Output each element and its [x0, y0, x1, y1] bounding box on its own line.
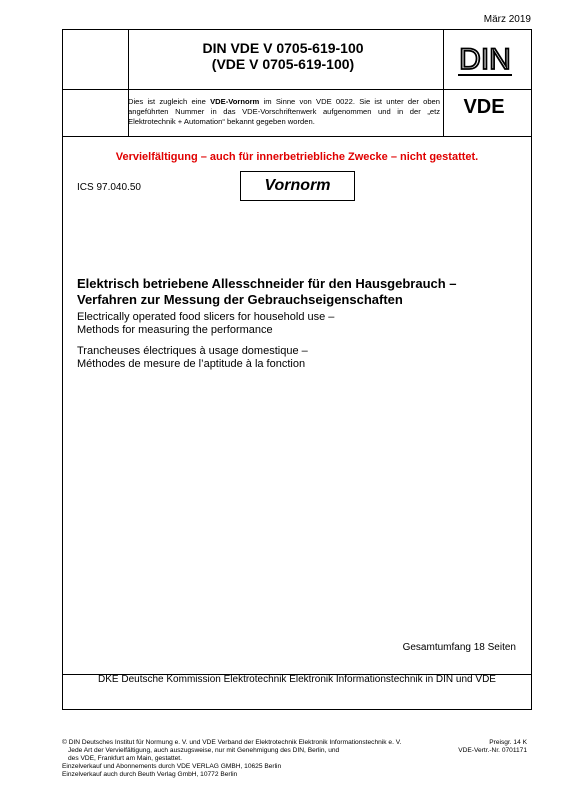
vde-number: (VDE V 0705-619-100) — [211, 56, 355, 72]
din-logo — [455, 38, 515, 78]
french-title-line: Méthodes de mesure de l’aptitude à la fonction — [77, 358, 306, 370]
copy-warning: Vervielfältigung – auch für innerbetriebliche Zwecke – nicht gestattet. — [115, 151, 479, 163]
footer-line: © DIN Deutsches Institut für Normung e. V. und VDE Verband der Elektrotechnik Elektronik Informationstechnik e. V. — [62, 739, 402, 746]
german-title-line: Elektrisch betriebene Allesschneider für den Hausgebrauch – — [77, 276, 457, 291]
document-number: DIN VDE V 0705-619-100 — [202, 40, 364, 56]
total-pages: Gesamtumfang 18 Seiten — [402, 642, 516, 653]
price-info — [440, 739, 527, 755]
vde-logo-text: VDE — [463, 96, 505, 116]
footer-line: Einzelverkauf auch durch Beuth Verlag GmbH, 10772 Berlin — [62, 771, 238, 779]
vde-note — [128, 97, 440, 127]
english-title-line: Electrically operated food slicers for household use – — [77, 311, 335, 323]
footer-line: Jede Art der Vervielfältigung, auch auszugsweise, nur mit Genehmigung des DIN, Berlin, und — [68, 747, 340, 755]
german-title — [77, 276, 517, 308]
note-bold: VDE-Vornorm — [210, 97, 260, 106]
divider — [443, 30, 444, 136]
note-text-2: im Sinne von VDE 0022. Sie ist unter der oben angeführten Nummer in das VDE-Vorschriftenwerk aufgenommen und in der „etz Elektrotechnik + Automation“ bekannt gegeben worden. — [128, 97, 441, 126]
status-badge: Vornorm — [240, 171, 355, 201]
vde-logo — [448, 96, 520, 116]
publication-date: März 2019 — [483, 14, 531, 25]
ics-code: ICS 97.040.50 — [77, 182, 141, 193]
din-logo-text: DIN — [459, 43, 511, 76]
copyright-footer — [62, 739, 422, 779]
footer-line: Einzelverkauf und Abonnements durch VDE VERLAG GMBH, 10625 Berlin — [62, 763, 282, 771]
french-title — [77, 345, 517, 371]
footer-line: des VDE, Frankfurt am Main, gestattet. — [68, 755, 182, 763]
price-group: Preisgr. 14 K — [489, 739, 527, 746]
order-number: VDE-Vertr.-Nr. 0701171 — [458, 747, 527, 755]
dke-line: DKE Deutsche Kommission Elektrotechnik Elektronik Informationstechnik in DIN und VDE — [98, 674, 496, 685]
divider — [63, 89, 531, 90]
german-title-line: Verfahren zur Messung der Gebrauchseigenschaften — [77, 292, 403, 307]
note-text-1: Dies ist zugleich eine — [128, 97, 211, 106]
english-title — [77, 311, 517, 337]
divider — [63, 136, 531, 137]
english-title-line: Methods for measuring the performance — [77, 324, 273, 336]
french-title-line: Trancheuses électriques à usage domestique – — [77, 345, 308, 357]
